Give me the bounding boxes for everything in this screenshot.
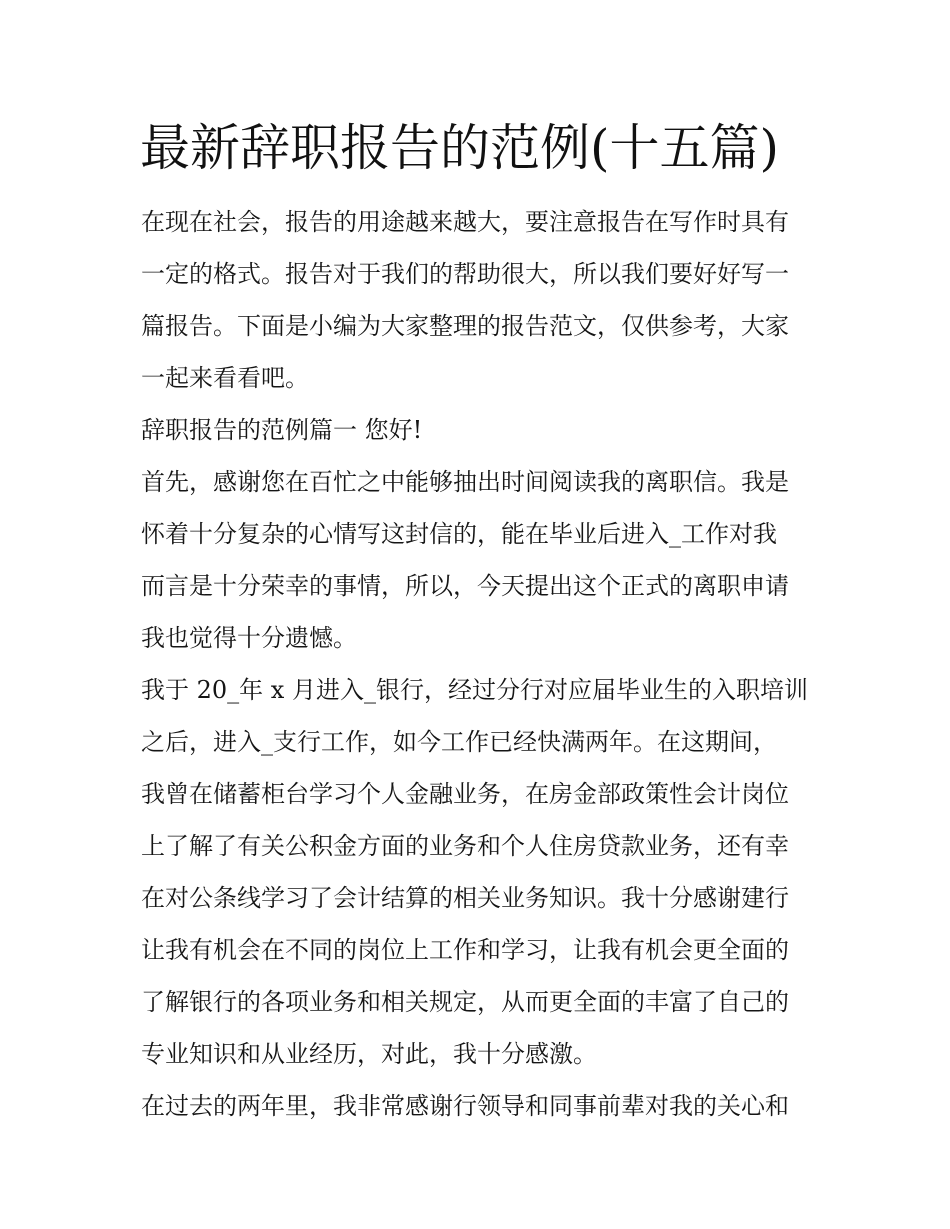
body-line: 在过去的两年里，我非常感谢行领导和同事前辈对我的关心和 xyxy=(141,1092,789,1120)
body-line: 而言是十分荣幸的事情，所以，今天提出这个正式的离职申请 xyxy=(141,572,789,600)
document-title: 最新辞职报告的范例(十五篇) xyxy=(140,119,780,177)
body-line: 我曾在储蓄柜台学习个人金融业务，在房金部政策性会计岗位 xyxy=(141,780,789,808)
body-line: 了解银行的各项业务和相关规定，从而更全面的丰富了自己的 xyxy=(141,988,789,1016)
section-heading-line: 辞职报告的范例篇一 您好! xyxy=(141,416,423,444)
body-line: 上了解了有关公积金方面的业务和个人住房贷款业务，还有幸 xyxy=(141,832,789,860)
body-line: 一起来看看吧。 xyxy=(141,364,309,392)
body-line: 让我有机会在不同的岗位上工作和学习，让我有机会更全面的 xyxy=(141,936,789,964)
body-line: 在现在社会，报告的用途越来越大，要注意报告在写作时具有 xyxy=(141,208,789,236)
body-line: 一定的格式。报告对于我们的帮助很大，所以我们要好好写一 xyxy=(141,260,789,288)
document-body xyxy=(141,196,816,1132)
body-line: 怀着十分复杂的心情写这封信的，能在毕业后进入_工作对我 xyxy=(141,520,777,548)
body-line: 我也觉得十分遗憾。 xyxy=(141,624,357,652)
body-line: 专业知识和从业经历，对此，我十分感激。 xyxy=(141,1040,597,1068)
body-line: 篇报告。下面是小编为大家整理的报告范文，仅供参考，大家 xyxy=(141,312,789,340)
body-line: 在对公条线学习了会计结算的相关业务知识。我十分感谢建行 xyxy=(141,884,789,912)
body-line: 之后，进入_支行工作，如今工作已经快满两年。在这期间， xyxy=(141,728,777,756)
body-line: 首先，感谢您在百忙之中能够抽出时间阅读我的离职信。我是 xyxy=(141,468,789,496)
body-line: 我于 20_年 x 月进入_银行，经过分行对应届毕业生的入职培训 xyxy=(141,676,808,704)
